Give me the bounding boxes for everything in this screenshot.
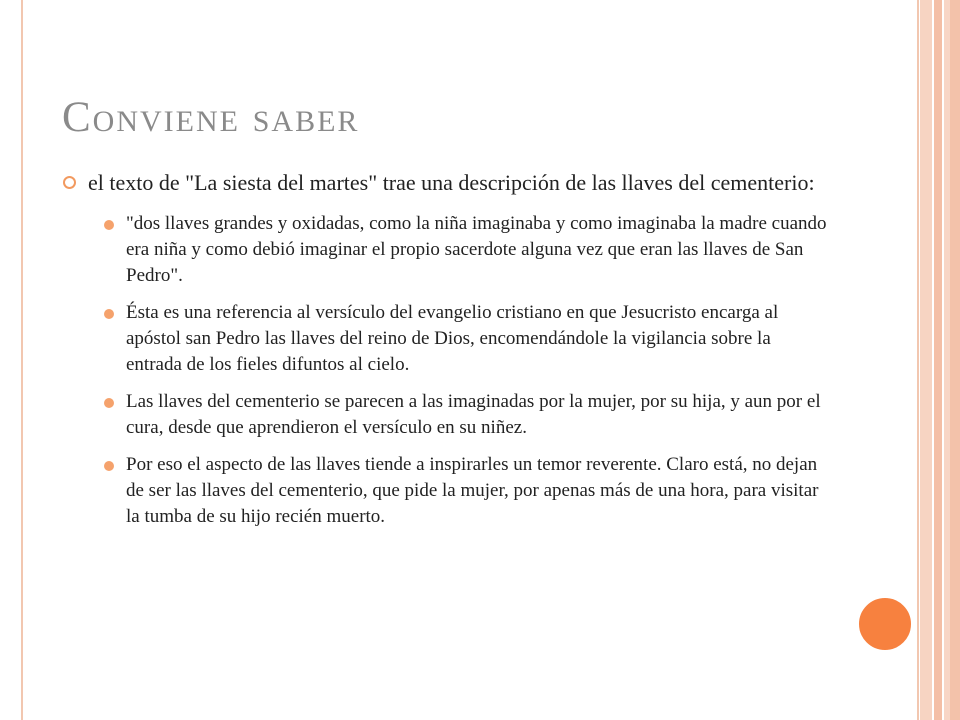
sub-bullet-text: Las llaves del cementerio se parecen a las imaginadas por la mujer, por su hija, y aun por el cura, desde que aprendieron el versículo en su niñez. — [126, 391, 821, 438]
main-bullet-point — [60, 168, 830, 197]
decorative-circle — [856, 595, 914, 653]
sub-bullet-list — [60, 211, 830, 530]
decorative-stripe — [934, 0, 942, 720]
sub-bullet-point — [98, 211, 830, 289]
hollow-circle-bullet-icon — [63, 176, 76, 189]
decorative-stripe — [950, 0, 960, 720]
slide-body — [60, 168, 830, 541]
decorative-stripe — [920, 0, 932, 720]
filled-circle-bullet-icon — [104, 461, 114, 471]
filled-circle-bullet-icon — [104, 309, 114, 319]
filled-circle-bullet-icon — [104, 398, 114, 408]
sub-bullet-point — [98, 452, 830, 530]
sub-bullet-point — [98, 389, 830, 441]
main-bullet-text: el texto de "La siesta del martes" trae una descripción de las llaves del cementerio: — [88, 170, 815, 195]
sub-bullet-text: "dos llaves grandes y oxidadas, como la niña imaginaba y como imaginaba la madre cuando era niña y como debió imaginar el propio sacerdote alguna vez que eran las llaves de San Pedro". — [126, 213, 827, 286]
sub-bullet-text: Por eso el aspecto de las llaves tiende a inspirarles un temor reverente. Claro está, no dejan de ser las llaves del cementerio, que pide la mujer, por apenas más de una hora, para visitar la tumba de su hijo recién muerto. — [126, 454, 819, 527]
sub-bullet-text: Ésta es una referencia al versículo del evangelio cristiano en que Jesucristo encarga al apóstol san Pedro las llaves del reino de Dios, encomendándole la vigilancia sobre la entrada de los fieles difuntos al cielo. — [126, 302, 779, 375]
slide-title: Conviene saber — [62, 94, 360, 141]
sub-bullet-point — [98, 300, 830, 378]
filled-circle-bullet-icon — [104, 220, 114, 230]
